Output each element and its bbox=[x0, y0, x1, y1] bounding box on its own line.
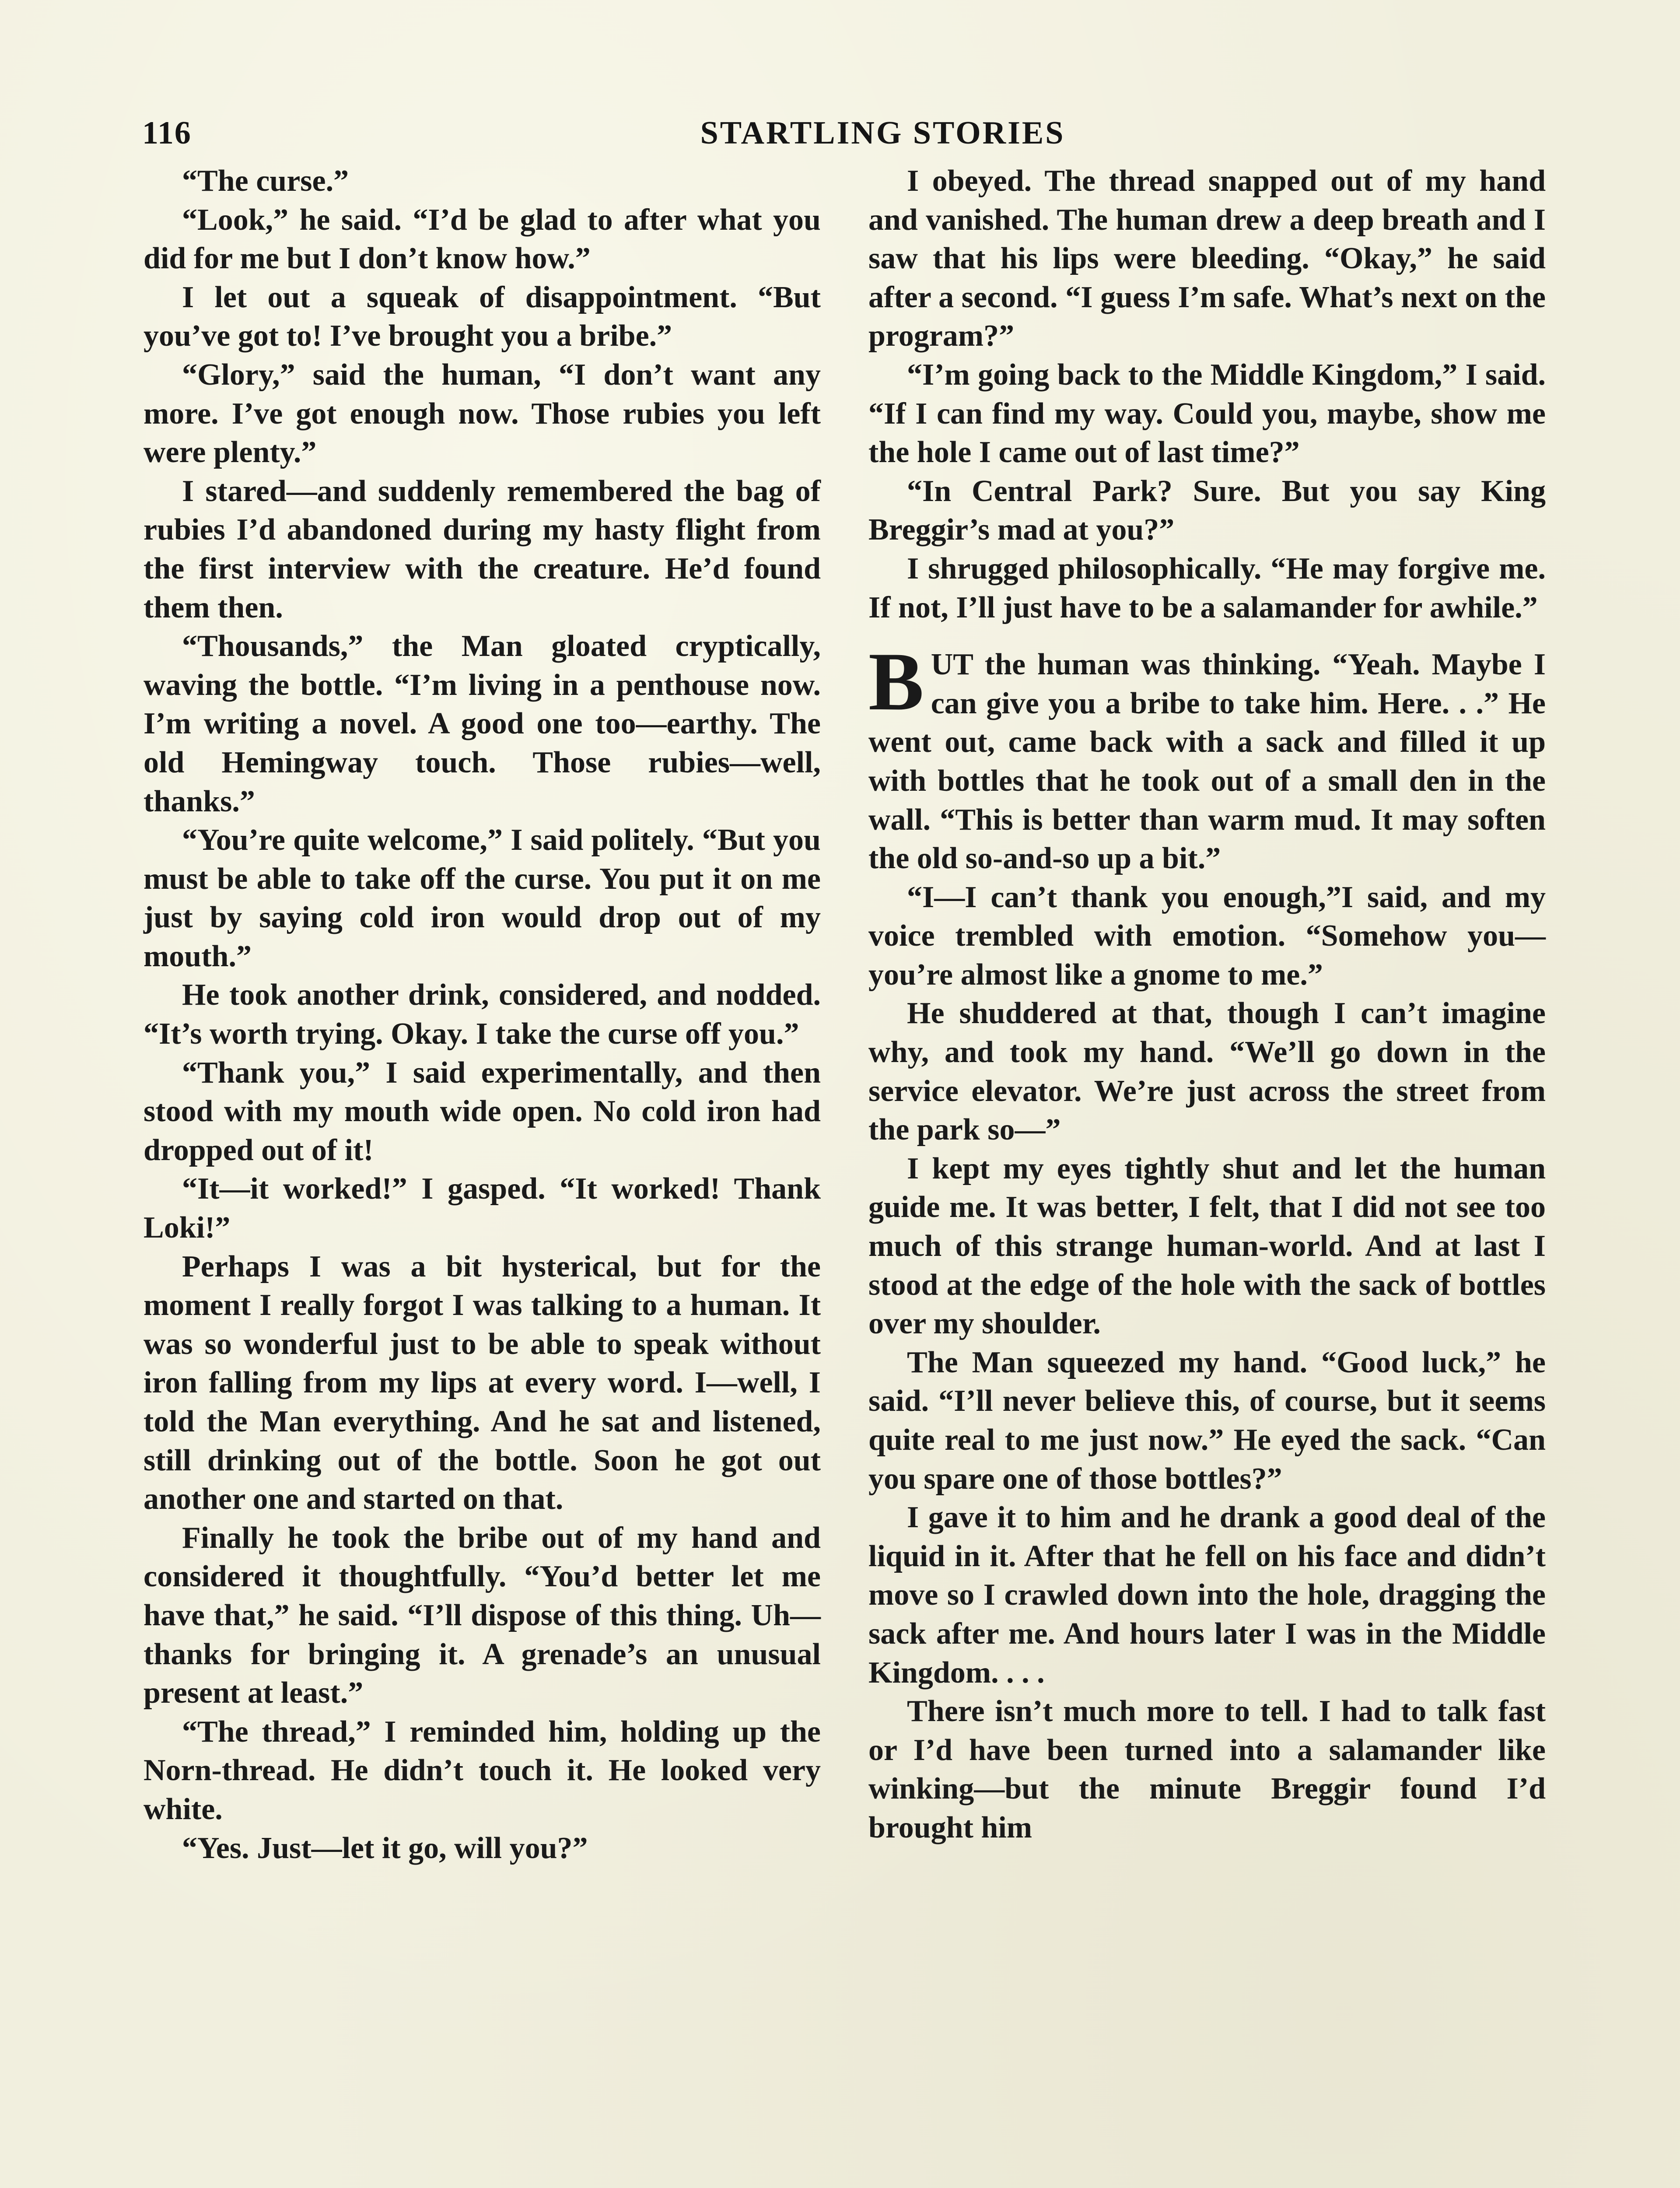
magazine-title: STARTLING STORIES bbox=[700, 115, 1065, 151]
paragraph: “It—it worked!” I gasped. “It worked! Thank Loki!” bbox=[144, 1172, 821, 1245]
paragraph: He took another drink, considered, and nodded. “It’s worth trying. Okay. I take the curse off you.” bbox=[144, 978, 821, 1051]
paragraph: “In Central Park? Sure. But you say King Breggir’s mad at you?” bbox=[868, 474, 1546, 547]
paragraph: I kept my eyes tightly shut and let the human guide me. It was better, I felt, that I did not see too much of this strange human-world. And at last I stood at the edge of the hole with the sack of bottles over my shoulder. bbox=[868, 1151, 1546, 1341]
paragraph: “I’m going back to the Middle Kingdom,” I said. “If I can find my way. Could you, maybe, show me the hole I came out of last time?” bbox=[868, 358, 1546, 470]
paragraph: “The thread,” I reminded him, holding up the Norn-thread. He didn’t touch it. He looked very white. bbox=[144, 1715, 821, 1826]
paragraph: There isn’t much more to tell. I had to talk fast or I’d have been turned into a salamander like winking—but the minute Breggir found I’d brought him bbox=[868, 1694, 1546, 1844]
paragraph: I stared—and suddenly remembered the bag of rubies I’d abandoned during my hasty flight from the first interview with the creature. He’d found them then. bbox=[144, 474, 821, 624]
page-number: 116 bbox=[142, 115, 192, 151]
paragraph: “I—I can’t thank you enough,”I said, and my voice trembled with emotion. “Somehow you—you’re almost like a gnome to me.” bbox=[868, 880, 1546, 992]
paragraph: The Man squeezed my hand. “Good luck,” he said. “I’ll never believe this, of course, but it seems quite real to me just now.” He eyed the sack. “Can you spare one of those bottles?” bbox=[868, 1345, 1546, 1496]
paragraph: He shuddered at that, though I can’t imagine why, and took my hand. “We’ll go down in the service elevator. We’re just across the street from the park so—” bbox=[868, 996, 1546, 1147]
paragraph: “Glory,” said the human, “I don’t want any more. I’ve got enough now. Those rubies you left were plenty.” bbox=[144, 358, 821, 470]
paragraph: I gave it to him and he drank a good deal of the liquid in it. After that he fell on his face and didn’t move so I crawled down into the hole, dragging the sack after me. And hours later I was in the Middle Kingdom. . . . bbox=[868, 1501, 1546, 1690]
paragraph: I let out a squeak of disappointment. “But you’ve got to! I’ve brought you a bribe.” bbox=[144, 280, 821, 353]
paragraph: “The curse.” bbox=[182, 164, 349, 198]
paragraph: “You’re quite welcome,” I said politely. “But you must be able to take off the curse. You put it on me just by saying cold iron would drop out of my mouth.” bbox=[144, 823, 821, 973]
left-column bbox=[144, 162, 821, 1868]
section-break-paragraph bbox=[868, 636, 1546, 878]
section-break-text: UT the human was thinking. “Yeah. Maybe I can give you a bribe to take him. Here. . .” He went out, came back with a sack and filled it up with bottles that he took out of a small den in the wall. “This is better than warm mud. It may soften the old so-and-so up a bit.” bbox=[868, 648, 1546, 876]
paragraph: “Look,” he said. “I’d be glad to after what you did for me but I don’t know how.” bbox=[144, 203, 821, 276]
right-column bbox=[868, 162, 1546, 1848]
paragraph: “Thank you,” I said experimentally, and then stood with my mouth wide open. No cold iron had dropped out of it! bbox=[144, 1055, 821, 1167]
paragraph: “Thousands,” the Man gloated cryptically, waving the bottle. “I’m living in a penthouse now. I’m writing a novel. A good one too—earthy. The old Hemingway touch. Those rubies—well, thanks.” bbox=[144, 629, 821, 818]
drop-cap: B bbox=[868, 636, 924, 728]
paragraph: Perhaps I was a bit hysterical, but for the moment I really forgot I was talking to a human. It was so wonderful just to be able to speak without iron falling from my lips at every word. I—well, I told the Man everything. And he sat and listened, still drinking out of the bottle. Soon he got out another one and started on that. bbox=[144, 1249, 821, 1516]
paragraph: “Yes. Just—let it go, will you?” bbox=[182, 1831, 588, 1865]
page-header bbox=[142, 115, 1544, 163]
paragraph: I shrugged philosophically. “He may forgive me. If not, I’ll just have to be a salamander for awhile.” bbox=[868, 551, 1546, 624]
paragraph: Finally he took the bribe out of my hand and considered it thoughtfully. “You’d better let me have that,” he said. “I’ll dispose of this thing. Uh—thanks for bringing it. A grenade’s an unusual present at least.” bbox=[144, 1521, 821, 1710]
paragraph: I obeyed. The thread snapped out of my hand and vanished. The human drew a deep breath and I saw that his lips were bleeding. “Okay,” he said after a second. “I guess I’m safe. What’s next on the program?” bbox=[868, 164, 1546, 353]
